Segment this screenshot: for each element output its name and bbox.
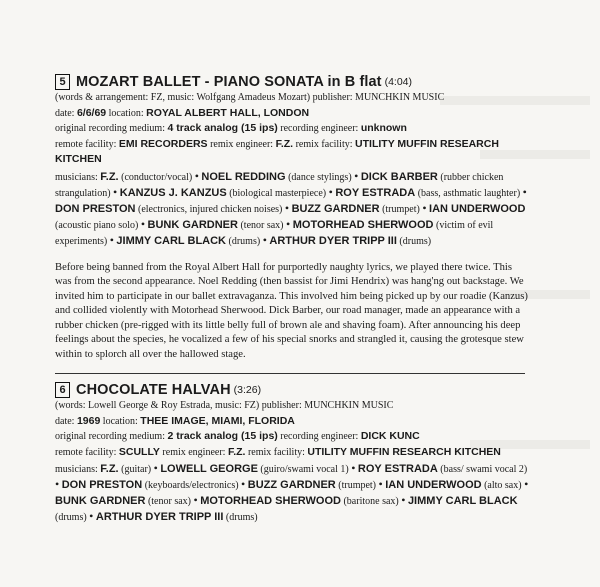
bullet: • xyxy=(109,232,114,247)
musician-name: BUZZ GARDNER xyxy=(247,479,336,491)
musician-name: ARTHUR DYER TRIPP III xyxy=(269,234,397,247)
date-value: 6/6/69 xyxy=(76,106,107,119)
bullet: • xyxy=(524,477,529,491)
musician-name: BUZZ GARDNER xyxy=(291,202,380,215)
musician-name: ROY ESTRADA xyxy=(335,186,416,199)
track-credits xyxy=(55,399,530,460)
musician-role: (bass, asthmatic laughter) xyxy=(417,187,521,199)
location-label: location: xyxy=(102,415,138,427)
writing-credits: (words: Lowell George & Roy Estrada, music: FZ) publisher: MUNCHKIN MUSIC xyxy=(55,400,394,411)
medium-label: original recording medium: xyxy=(55,431,165,442)
track-5 xyxy=(55,74,530,362)
track-6 xyxy=(55,382,530,525)
date-label: date: xyxy=(55,415,75,427)
musician-name: NOEL REDDING xyxy=(201,170,286,183)
bullet: • xyxy=(354,168,359,183)
musician-role: (dance stylings) xyxy=(288,171,352,183)
track-header xyxy=(55,74,530,90)
musician-role: (trumpet) xyxy=(382,203,420,215)
musicians-list xyxy=(55,169,530,249)
musician-role: (guitar) xyxy=(121,464,152,475)
musician-role: (baritone sax) xyxy=(343,496,399,507)
musician-name: MOTORHEAD SHERWOOD xyxy=(200,495,341,507)
musicians-list xyxy=(55,461,530,525)
bullet: • xyxy=(89,509,94,523)
engineer-label: recording engineer: xyxy=(280,123,359,134)
remix-label: remix engineer: xyxy=(210,138,274,150)
section-divider xyxy=(55,373,525,374)
musician-name: MOTORHEAD SHERWOOD xyxy=(292,218,434,231)
track-title: CHOCOLATE HALVAH xyxy=(76,382,231,398)
medium-value: 2 track analog (15 ips) xyxy=(167,430,278,442)
musician-name: LOWELL GEORGE xyxy=(160,463,258,475)
musician-role: (acoustic piano solo) xyxy=(55,219,139,231)
remote-value: EMI RECORDERS xyxy=(118,137,208,150)
remix-facility-value: UTILITY MUFFIN RESEARCH KITCHEN xyxy=(55,137,499,165)
musician-role: (drums) xyxy=(399,235,432,247)
remote-value: SCULLY xyxy=(118,445,160,458)
track-title: MOZART BALLET - PIANO SONATA in B flat xyxy=(76,74,382,90)
bullet: • xyxy=(522,184,527,199)
musician-role: (alto sax) xyxy=(484,480,522,491)
musician-name: JIMMY CARL BLACK xyxy=(407,495,518,507)
date-label: date: xyxy=(55,107,75,119)
musician-name: ARTHUR DYER TRIPP III xyxy=(95,511,224,523)
bullet: • xyxy=(378,477,383,491)
location-value: THEE IMAGE, MIAMI, FLORIDA xyxy=(140,414,295,427)
musician-role: (guiro/swami vocal 1) xyxy=(260,464,349,475)
track-header xyxy=(55,382,530,398)
musician-role: (victim of evil experiments) xyxy=(55,219,494,247)
remix-value: F.Z. xyxy=(275,137,294,150)
remix-facility-value: UTILITY MUFFIN RESEARCH KITCHEN xyxy=(307,445,501,458)
musician-role: (conductor/vocal) xyxy=(121,171,193,183)
track-credits xyxy=(55,91,530,168)
remote-label: remote facility: xyxy=(55,446,117,458)
track-number: 5 xyxy=(55,74,70,90)
engineer-label: recording engineer: xyxy=(280,431,359,442)
musician-name: DON PRESTON xyxy=(61,479,143,491)
musician-role: (tenor sax) xyxy=(147,496,191,507)
musician-name: F.Z. xyxy=(100,170,119,183)
musician-role: (biological masterpiece) xyxy=(229,187,327,199)
bullet: • xyxy=(328,184,333,199)
track-duration: (3:26) xyxy=(233,384,262,396)
track-number: 6 xyxy=(55,382,70,398)
bullet: • xyxy=(351,461,356,475)
remote-label: remote facility: xyxy=(55,138,117,150)
musician-role: (keyboards/electronics) xyxy=(144,480,239,491)
bullet: • xyxy=(153,461,158,475)
remix-facility-label: remix facility: xyxy=(247,446,305,458)
bullet: • xyxy=(284,200,290,215)
bullet: • xyxy=(194,168,199,183)
engineer-value: DICK KUNC xyxy=(360,430,420,442)
musician-role: (drums) xyxy=(228,235,261,247)
bullet: • xyxy=(241,477,246,491)
bullet: • xyxy=(140,216,146,231)
musician-role: (bass/ swami vocal 2) xyxy=(440,464,528,475)
bullet: • xyxy=(55,477,60,491)
musician-name: ROY ESTRADA xyxy=(357,463,438,475)
date-value: 1969 xyxy=(76,414,101,427)
musicians-label: musicians: xyxy=(55,171,98,183)
engineer-value: unknown xyxy=(360,122,407,134)
musician-role: (trumpet) xyxy=(338,480,377,491)
medium-value: 4 track analog (15 ips) xyxy=(167,122,278,134)
musician-role: (tenor sax) xyxy=(240,219,284,231)
musician-name: BUNK GARDNER xyxy=(55,495,146,507)
medium-label: original recording medium: xyxy=(55,123,165,134)
bullet: • xyxy=(262,232,267,247)
track-duration: (4:04) xyxy=(384,76,413,88)
remix-value: F.Z. xyxy=(227,445,246,458)
track-story: Before being banned from the Royal Albert Hall for purportedly naughty lyrics, we played there twice. This was from the second appearance. Noel Redding (then bassist for Jimi Hendrix) was hang'ng out backstage. We invited him to participate in our ballet extravaganza. This involved him being picked up by our roadie (Kanzus) and collided violently with Motorhead Sherwood. Dick Barber, our road manager, made an appearance with a rubber chicken (pre-rigged with its little belly full of brown ale and shaving foam). After announcing his deep feelings about the species, he vocalized a few of his special snorks and strangled it, causing the grotesque stew within to splorch all over the hallowed stage. xyxy=(55,261,528,360)
location-value: ROYAL ALBERT HALL, LONDON xyxy=(146,106,310,119)
bullet: • xyxy=(113,184,118,199)
musician-name: KANZUS J. KANZUS xyxy=(119,186,227,199)
musician-name: BUNK GARDNER xyxy=(147,218,238,231)
musician-role: (drums) xyxy=(225,512,258,523)
bullet: • xyxy=(401,493,406,507)
musician-name: IAN UNDERWOOD xyxy=(429,202,526,215)
musician-name: F.Z. xyxy=(100,463,119,475)
remix-label: remix engineer: xyxy=(162,446,226,458)
location-label: location: xyxy=(108,107,144,119)
musicians-label: musicians: xyxy=(55,464,98,475)
musician-role: (rubber chicken strangulation) xyxy=(55,171,504,199)
bullet: • xyxy=(193,493,198,507)
musician-name: DICK BARBER xyxy=(360,170,438,183)
musician-name: JIMMY CARL BLACK xyxy=(116,234,227,247)
writing-credits: (words & arrangement: FZ, music: Wolfgang Amadeus Mozart) publisher: MUNCHKIN MUSIC xyxy=(55,92,445,103)
musician-name: DON PRESTON xyxy=(55,202,136,215)
musician-name: IAN UNDERWOOD xyxy=(385,479,482,491)
bullet: • xyxy=(286,216,291,231)
musician-role: (electronics, injured chicken noises) xyxy=(137,203,283,215)
bullet: • xyxy=(422,200,427,215)
remix-facility-label: remix facility: xyxy=(295,138,353,150)
liner-notes-page xyxy=(55,74,530,525)
musician-role: (drums) xyxy=(55,512,87,523)
